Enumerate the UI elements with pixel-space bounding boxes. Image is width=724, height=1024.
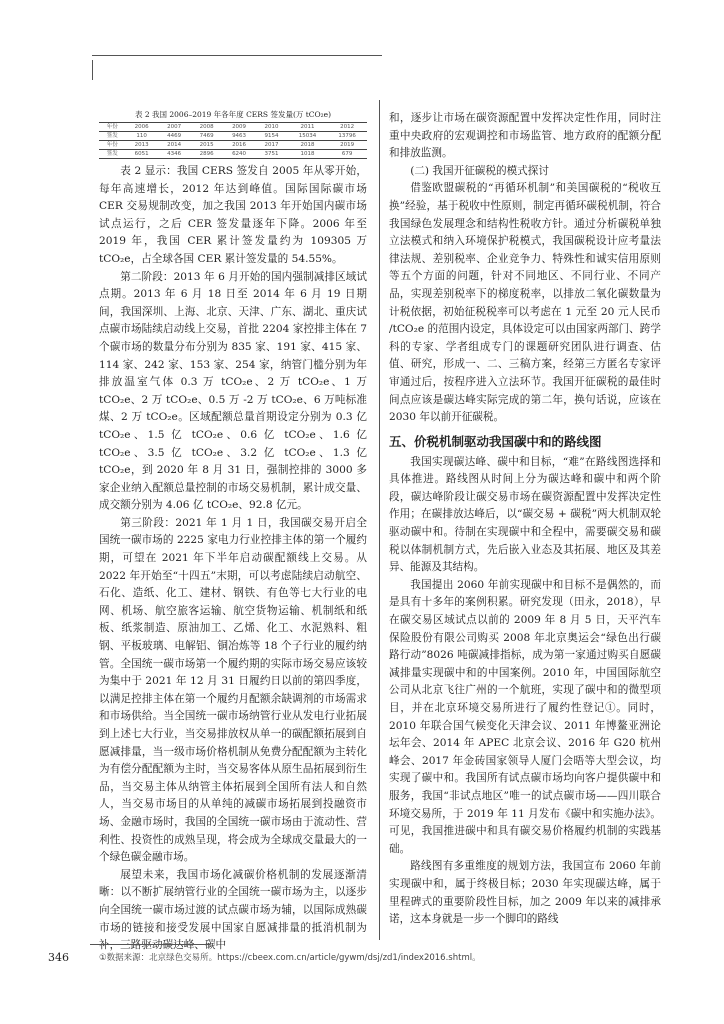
table-cell: 2008 bbox=[190, 123, 222, 132]
right-top-paragraph: 和，逐步让市场在碳资源配置中发挥决定性作用，同时注重中央政府的宏观调控和市场监管、地方政府的配额分配和排放监测。 bbox=[389, 112, 661, 160]
table-cell: 2896 bbox=[190, 150, 222, 159]
table-cell: 6051 bbox=[125, 150, 157, 159]
table-cell: 2017 bbox=[255, 141, 287, 150]
page-number: 346 bbox=[48, 951, 69, 964]
table-cell: 2016 bbox=[223, 141, 255, 150]
left-paragraph-4: 展望未来，我国市场化减碳价格机制的发展逐渐清晰：以不断扩展纳管行业的全国统一碳市场为主，以逐步向全国统一碳市场过渡的试点碳市场为辅，以国际成熟碳市场的链接和接受发展中国家自愿减排量的抵消机制为补，三路驱动碳达峰、碳中 bbox=[99, 868, 367, 952]
table-cell: 2015 bbox=[190, 141, 222, 150]
table-cell: 4346 bbox=[158, 150, 190, 159]
table-cell: 2014 bbox=[158, 141, 190, 150]
table-cell: 2013 bbox=[125, 141, 157, 150]
table-cell: 1018 bbox=[288, 150, 328, 159]
footnote: ①数据来源：北京绿色交易所。https://cbeex.com.cn/article/gywm/dsj/zd1/index2016.shtml。 bbox=[99, 953, 481, 963]
left-column bbox=[99, 110, 367, 955]
table-cell: 2011 bbox=[288, 123, 328, 132]
cers-table bbox=[99, 122, 367, 159]
section-paragraph-3: 路线图有多重维度的规划方法，我国宣布 2060 年前实现碳中和，属于终极目标；2030 年实现碳达峰，属于里程碑式的重要阶段性目标，加之 2009 年以来的减排承诺，这本身就是一步一个脚印的路线 bbox=[389, 860, 661, 926]
table-cell: 3751 bbox=[255, 150, 287, 159]
carbon-tax-paragraph: 借鉴欧盟碳税的“再循环机制”和美国碳税的“税收互换”经验，基于税收中性原则，制定再循环碳税机制，符合我国绿色发展理念和结构性税收方针。通过分析碳税单独立法模式和纳入环境保护税模式，我国碳税设计应考量法律法规、差别税率、企业竞争力、特殊性和诚实信用原则等五个方面的问题，针对不同地区、不同行业、不同产品，实现差别税率下的梯度税率，以排放二氧化碳数量为计税依据，初始征税税率可以考虑在 1 元至 20 元人民币 /tCO₂e 的范围内设定，具体设定可以由国家两部门、跨学科的专家、学者组成专门的课题研究团队进行调查、估值、研究，形成一、二、三稿方案，经第三方匿名专家评审通过后，按程序进入立法环节。我国开征碳税的最佳时间点应该是碳达峰实际完成的第二年，换句话说，应该在 2030 年以前开征碳税。 bbox=[389, 182, 661, 424]
column-divider bbox=[379, 100, 380, 940]
table-cell: 679 bbox=[327, 150, 367, 159]
table-cell: 13796 bbox=[327, 132, 367, 141]
table-cell: 2019 bbox=[327, 141, 367, 150]
table-cell: 9154 bbox=[255, 132, 287, 141]
top-rule bbox=[92, 55, 382, 62]
table-cell: 4469 bbox=[158, 132, 190, 141]
table-caption: 表 2 我国 2006–2019 年各年度 CERS 签发量(万 tCO₂e) bbox=[134, 110, 332, 119]
left-paragraph-2: 第二阶段：2013 年 6 月开始的国内强制减排区域试点期。2013 年 6 月 18 日至 2014 年 6 月 19 日期间，我国深圳、上海、北京、天津、广东、湖北、重庆试点碳市场陆续启动线上交易，首批 2204 家控排主体在 7 个碳市场的数量分布分别为 835 家、191 家、415 家、114 家、242 家、153 家、254 家，纳管门槛分别为年排放温室气体 0.3 万 tCO₂e、2 万 tCO₂e、1 万 tCO₂e、2 万 tCO₂e、0.5 万 -2 万 tCO₂e、6 万吨标准煤、2 万 tCO₂e。区域配额总量首期设定分别为 0.3 亿 tCO₂e、1.5 亿 tCO₂e、0.6 亿 tCO₂e、1.6 亿 tCO₂e、3.5 亿 tCO₂e、3.2 亿 tCO₂e、1.3 亿 tCO₂e，到 2020 年 8 月 31 日，强制控排的 3000 多家企业纳入配额总量控制的市场交易机制，累计成交量、成交额分别为 4.06 亿 tCO₂e、92.8 亿元。 bbox=[99, 270, 367, 512]
table-row bbox=[99, 150, 367, 159]
table-cell: 2007 bbox=[158, 123, 190, 132]
footnote-rule bbox=[90, 944, 210, 945]
table-cell: 2009 bbox=[223, 123, 255, 132]
section-heading: 五、价税机制驱动我国碳中和的路线图 bbox=[389, 433, 602, 449]
table-cell: 年份 bbox=[99, 123, 125, 132]
table-cell: 6240 bbox=[223, 150, 255, 159]
table-cell: 签发 bbox=[99, 132, 125, 141]
section-paragraph-2: 我国提出 2060 年前实现碳中和目标不是偶然的，而是具有十多年的案例积累。研究发现（田永，2018），早在碳交易区域试点以前的 2009 年 8 月 5 日，天平汽车保险股份有限公司购买 2008 年北京奥运会“绿色出行碳路行动”8026 吨碳减排指标，成为第一家通过购买自愿碳减排量实现碳中和的中国案例。2010 年，中国国际航空公司从北京飞往广州的一个航班，实现了碳中和的微型项目，并在北京环境交易所进行了履约性登记①。同时，2010 年联合国气候变化天津会议、2011 年博鳌亚洲论坛年会、2014 年 APEC 北京会议、2016 年 G20 杭州峰会、2017 年金砖国家领导人厦门会晤等大型会议，均实现了碳中和。我国所有试点碳市场均向客户提供碳中和服务，我国“非试点地区”唯一的试点碳市场——四川联合环境交易所，于 2019 年 11 月发布《碳中和实施办法》。可见，我国推进碳中和具有碳交易价格履约机制的实践基础。 bbox=[389, 578, 661, 855]
left-paragraph-3: 第三阶段：2021 年 1 月 1 日，我国碳交易开启全国统一碳市场的 2225 家电力行业控排主体的第一个履约期，可望在 2021 年下半年启动碳配额线上交易。从 2022 年开始至“十四五”末期，可以考虑陆续启动航空、石化、造纸、化工、建材、钢铁、有色等七大行业的电网、机场、航空旅客运输、航空货物运输、机制纸和纸板、纸浆制造、原油加工、乙烯、化工、水泥熟料、粗钢、平板玻璃、电解铝、铜冶炼等 18 个子行业的履约纳管。全国统一碳市场第一个履约期的实际市场交易应该较为集中于 2021 年 12 月 31 日履约日以前的第四季度，以满足控排主体在第一个履约月配额余缺调剂的市场需求和市场供给。当全国统一碳市场纳管行业从发电行业拓展到上述七大行业，当交易排放权从单一的碳配额拓展到自愿减排量，当一级市场价格机制从免费分配配额为主转化为有偿分配配额为主时，当交易客体从原生品拓展到衍生品，当交易主体从纳管主体拓展到全国所有法人和自然人，当交易市场目的从单纯的减碳市场拓展到投融资市场、金融市场时，我国的全国统一碳市场由于流动性、营利性、投资性的成熟呈现，将会成为全球成交量最大的一个绿色碳金融市场。 bbox=[99, 516, 367, 864]
table-cell: 2012 bbox=[327, 123, 367, 132]
table-cell: 2010 bbox=[255, 123, 287, 132]
table-cell: 年份 bbox=[99, 141, 125, 150]
subheading-carbon-tax: (二) 我国开征碳税的模式探讨 bbox=[410, 164, 549, 177]
right-column bbox=[389, 110, 661, 929]
table-cell: 签发 bbox=[99, 150, 125, 159]
table-cell: 9463 bbox=[223, 132, 255, 141]
table-row bbox=[99, 132, 367, 141]
section-paragraph-1: 我国实现碳达峰、碳中和目标，“难”在路线图选择和具体推进。路线图从时间上分为碳达峰和碳中和两个阶段，碳达峰阶段让碳交易市场在碳资源配置中发挥决定性作用；在碳排放达峰后，以“碳交易 + 碳税”两大机制双轮驱动碳中和。待制在实现碳中和全程中，需要碳交易和碳税以体制机制方式，先后嵌入业态及其拓展、地区及其差异、能源及其结构。 bbox=[389, 455, 661, 574]
table-cell: 2006 bbox=[125, 123, 157, 132]
left-paragraph-1: 表 2 显示：我国 CERS 签发自 2005 年从零开始，每年高速增长，2012 年达到峰值。国际国际碳市场 CER 交易规制改变，加之我国 2013 年开始国内碳市场试点运行，之后 CER 签发量逐年下降。2006 年至 2019 年，我国 CER 累计签发量约为 109305 万 tCO₂e，占全球各国 CER 累计签发量的 54.55%。 bbox=[99, 165, 367, 265]
table-cell: 2018 bbox=[288, 141, 328, 150]
table-row bbox=[99, 123, 367, 132]
table-cell: 110 bbox=[125, 132, 157, 141]
table-cell: 7469 bbox=[190, 132, 222, 141]
left-margin-line bbox=[92, 60, 93, 80]
table-row bbox=[99, 141, 367, 150]
table-cell: 15034 bbox=[288, 132, 328, 141]
